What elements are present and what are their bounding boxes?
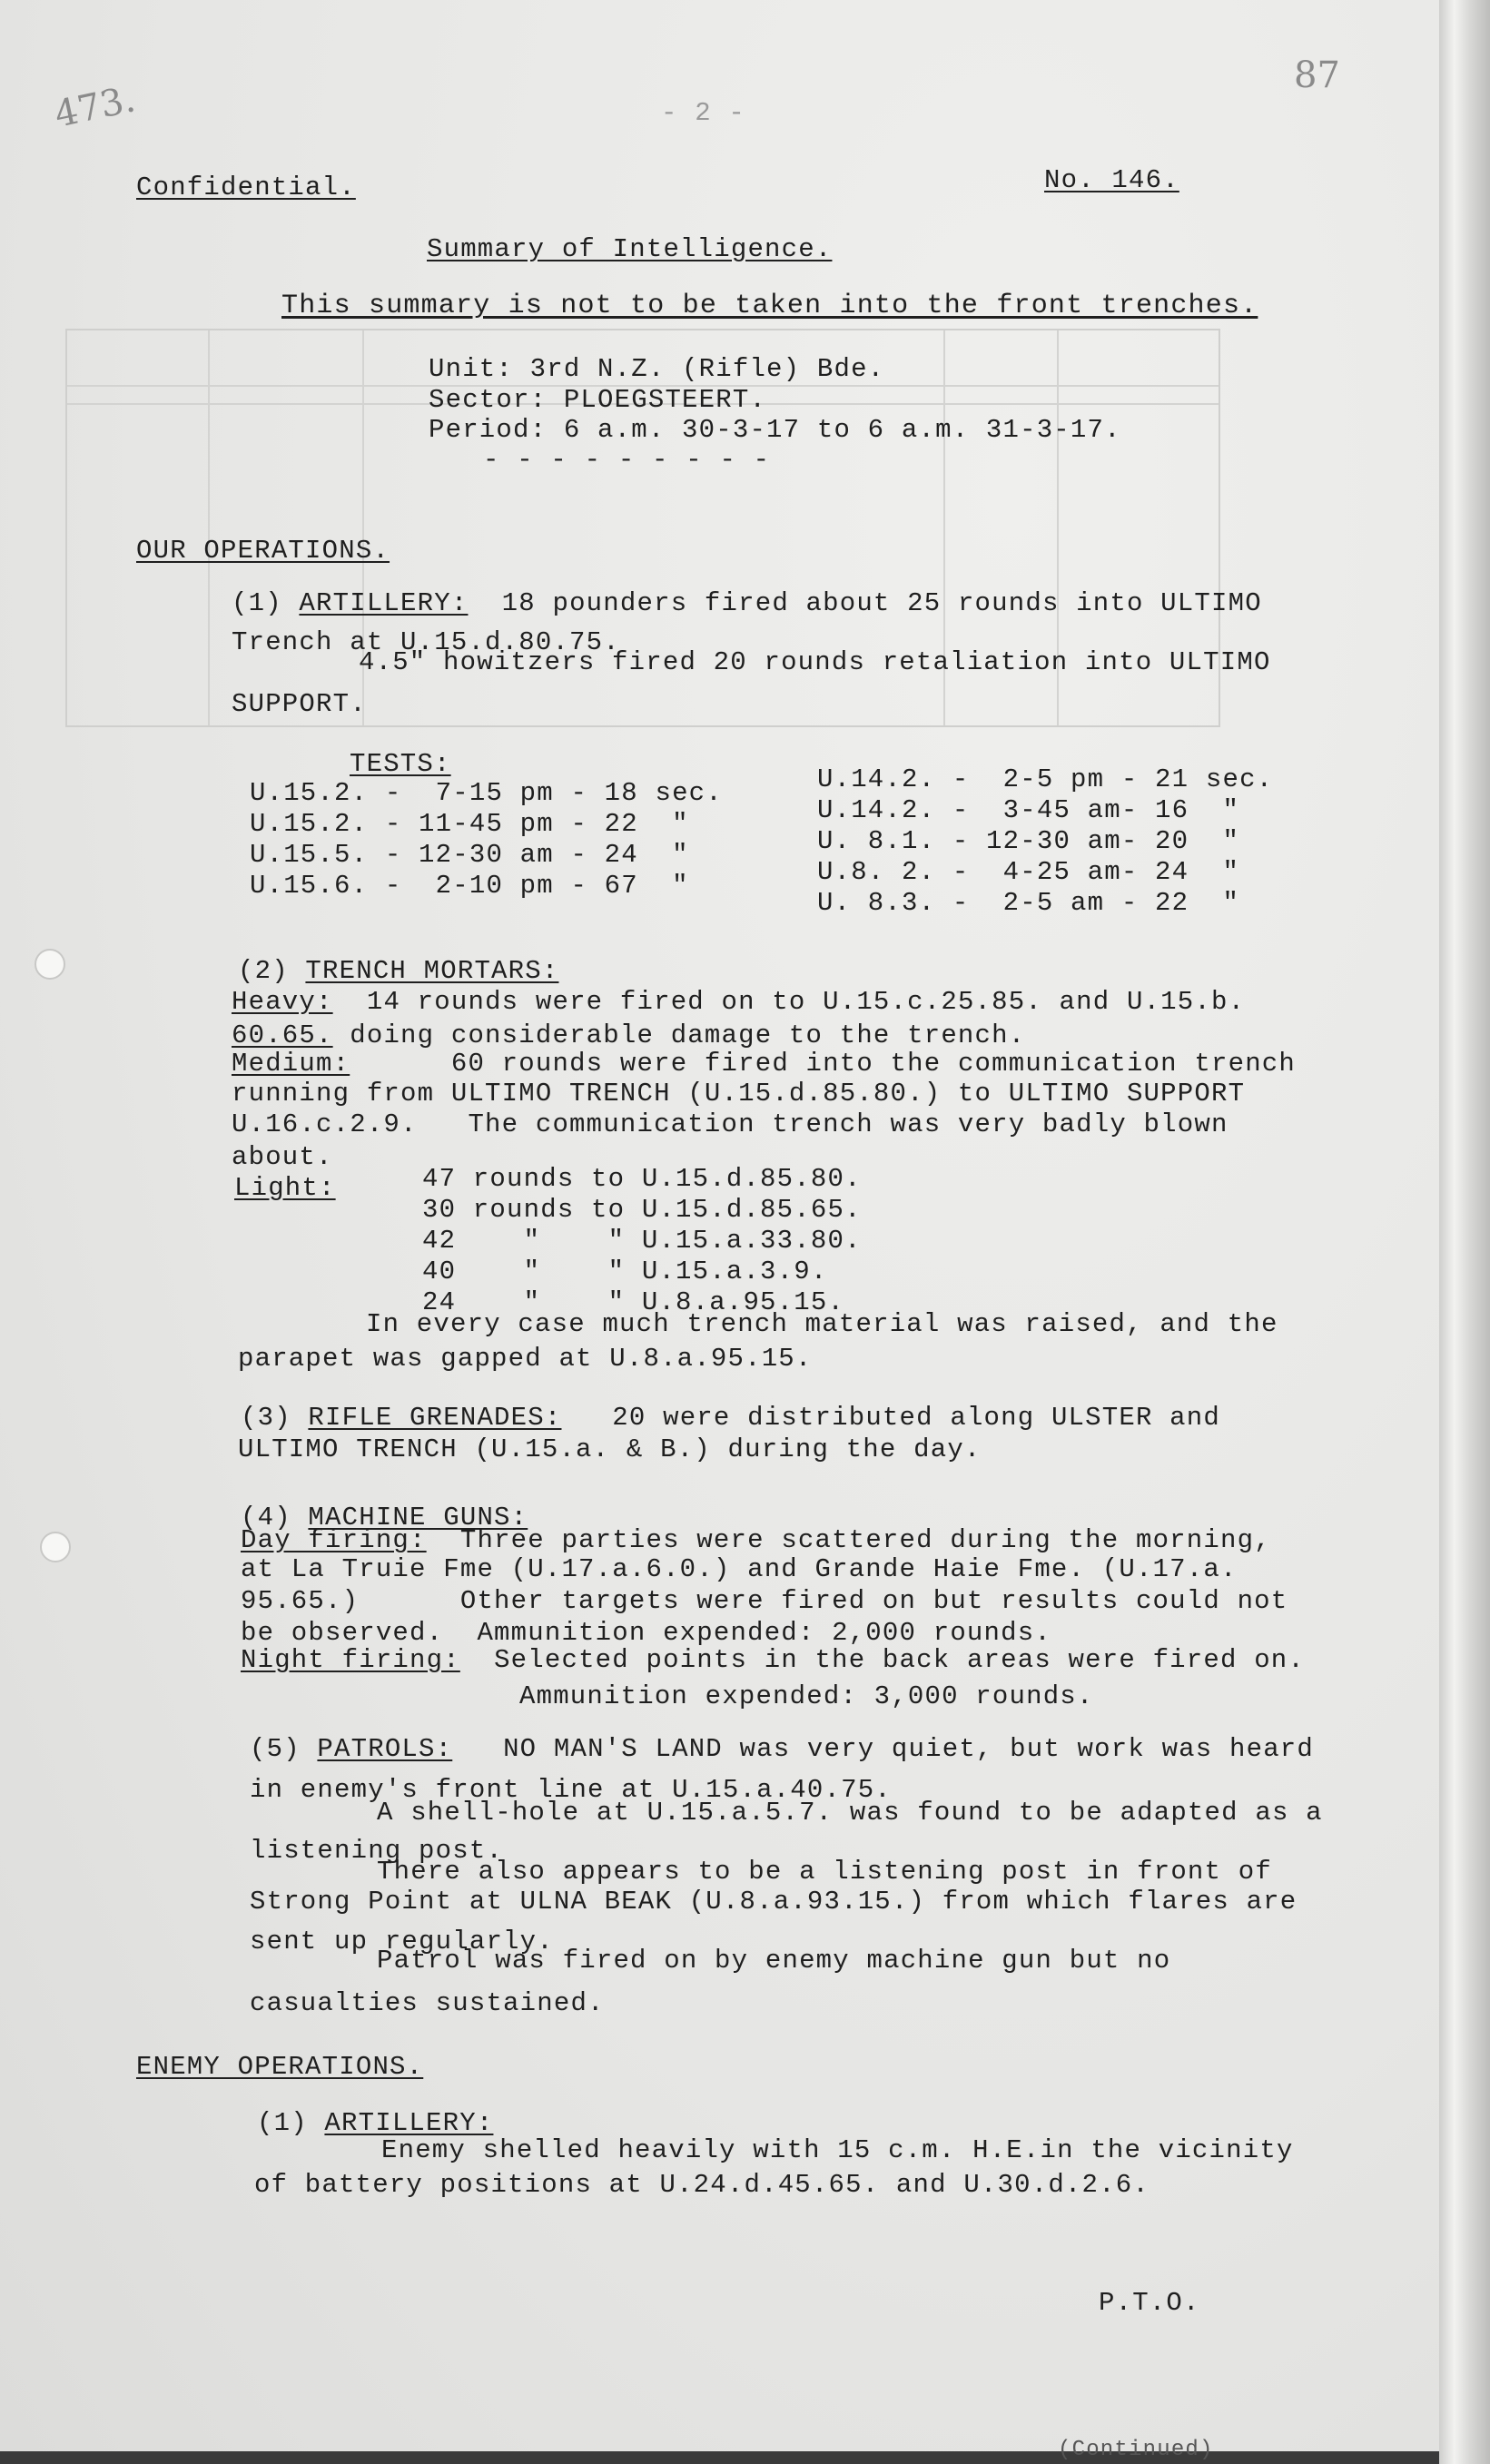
test-row: U. 8.1. - 12-30 am- 20 " [817, 826, 1240, 856]
medium-text-1: 60 rounds were fired into the communication trench [450, 1049, 1297, 1079]
medium-label: Medium: [232, 1049, 350, 1079]
patrols-line-6: Strong Point at ULNA BEAK (U.8.a.93.15.) from which flares are [250, 1887, 1298, 1917]
enemy-operations-heading: ENEMY OPERATIONS. [136, 2052, 424, 2082]
enemy-artillery-line-2: of battery positions at U.24.d.45.65. and U.30.d.2.6. [254, 2170, 1150, 2200]
mortar-summary-2: parapet was gapped at U.8.a.95.15. [238, 1344, 813, 1374]
trench-mortars-heading [238, 956, 558, 986]
medium-line-4: about. [232, 1142, 333, 1172]
heavy-text-1: 14 rounds were fired on to U.15.c.25.85. and U.15.b. [366, 987, 1246, 1017]
rifle-grenades-line-1 [241, 1403, 1220, 1433]
light-row: 30 rounds to U.15.d.85.65. [422, 1195, 862, 1225]
light-row: 42 " " U.15.a.33.80. [422, 1226, 862, 1256]
page-number-mark: 87 [1294, 54, 1340, 96]
light-label: Light: [234, 1173, 336, 1203]
heavy-text-2: doing considerable damage to the trench. [350, 1020, 1026, 1050]
light-row: 24 " " U.8.a.95.15. [422, 1287, 845, 1317]
patrols-line-8: Patrol was fired on by enemy machine gun but no [377, 1946, 1171, 1976]
unit-line: Unit: 3rd N.Z. (Rifle) Bde. [429, 354, 885, 384]
artillery-line-3: 4.5" howitzers fired 20 rounds retaliation into ULTIMO [359, 647, 1271, 677]
test-row: U.8. 2. - 4-25 am- 24 " [817, 857, 1240, 887]
patrols-line-3: A shell-hole at U.15.a.5.7. was found to be adapted as a [377, 1798, 1323, 1828]
enemy-artillery-line-1: Enemy shelled heavily with 15 c.m. H.E.in the vicinity [381, 2135, 1294, 2165]
enemy-artillery-num: (1) [257, 2108, 308, 2138]
artillery-line-2: Trench at U.15.d.80.75. [232, 627, 620, 657]
day-firing-line-3: 95.65.) Other targets were fired on but results could not [241, 1586, 1288, 1616]
pto-mark: P.T.O. [1099, 2288, 1200, 2318]
artillery-line-1 [232, 588, 1262, 618]
patrols-line-2: in enemy's front line at U.15.a.40.75. [250, 1775, 892, 1805]
light-row: 47 rounds to U.15.d.85.80. [422, 1164, 862, 1194]
continued-mark: (Continued) [1058, 2438, 1214, 2462]
patrols-line-1 [250, 1734, 1314, 1764]
artillery-line-4: SUPPORT. [232, 689, 367, 719]
test-row: U.15.6. - 2-10 pm - 67 " [250, 871, 689, 901]
heavy-label: Heavy: [232, 987, 333, 1017]
rifle-grenades-label: RIFLE GRENADES: [308, 1403, 562, 1433]
heavy-ref: 60.65. [232, 1020, 333, 1050]
enemy-artillery-heading [257, 2108, 493, 2138]
day-firing-line-1 [241, 1525, 1271, 1555]
artillery-num: (1) [232, 588, 282, 618]
period-line: Period: 6 a.m. 30-3-17 to 6 a.m. 31-3-17. [429, 415, 1121, 445]
test-row: U.14.2. - 3-45 am- 16 " [817, 795, 1240, 825]
night-firing-text-1: Selected points in the back areas were fired on. [494, 1645, 1305, 1675]
sector-line: Sector: PLOEGSTEERT. [429, 385, 767, 415]
medium-line-1 [232, 1049, 1296, 1079]
patrols-text-1: NO MAN'S LAND was very quiet, but work was heard [503, 1734, 1314, 1764]
test-row: U.15.2. - 7-15 pm - 18 sec. [250, 778, 723, 808]
rifle-grenades-text-1: 20 were distributed along ULSTER and [612, 1403, 1220, 1433]
punch-hole-bottom [40, 1532, 71, 1562]
night-firing-line-2: Ammunition expended: 3,000 rounds. [519, 1681, 1094, 1711]
night-firing-line-1 [241, 1645, 1305, 1675]
mortar-summary-1: In every case much trench material was raised, and the [366, 1309, 1278, 1339]
patrols-line-7: sent up regularly. [250, 1927, 554, 1956]
trench-mortars-label: TRENCH MORTARS: [305, 956, 559, 986]
test-row: U. 8.3. - 2-5 am - 22 " [817, 888, 1240, 918]
our-operations-heading: OUR OPERATIONS. [136, 536, 390, 566]
confidential-label: Confidential. [136, 172, 356, 202]
patrols-num: (5) [250, 1734, 301, 1764]
rifle-grenades-num: (3) [241, 1403, 291, 1433]
rifle-grenades-line-2: ULTIMO TRENCH (U.15.a. & B.) during the day. [238, 1434, 982, 1464]
patrols-line-4: listening post. [250, 1836, 504, 1866]
day-firing-line-4: be observed. Ammunition expended: 2,000 rounds. [241, 1618, 1051, 1648]
light-row: 40 " " U.15.a.3.9. [422, 1257, 828, 1286]
page-dash: - 2 - [661, 98, 746, 128]
report-number: No. 146. [1044, 165, 1179, 195]
medium-line-2: running from ULTIMO TRENCH (U.15.d.85.80.) to ULTIMO SUPPORT [232, 1079, 1246, 1109]
enemy-artillery-label: ARTILLERY: [324, 2108, 494, 2138]
test-row: U.14.2. - 2-5 pm - 21 sec. [817, 764, 1274, 794]
punch-hole-top [35, 949, 65, 980]
tests-label: TESTS: [350, 749, 451, 779]
day-firing-text-1: Three parties were scattered during the morning, [459, 1525, 1271, 1555]
artillery-text-1: 18 pounders fired about 25 rounds into ULTIMO [501, 588, 1262, 618]
day-firing-label: Day firing: [241, 1525, 427, 1555]
patrols-line-5: There also appears to be a listening post in front of [377, 1857, 1272, 1887]
medium-line-3: U.16.c.2.9. The communication trench was very badly blown [232, 1109, 1229, 1139]
trench-mortars-num: (2) [238, 956, 289, 986]
artillery-label: ARTILLERY: [299, 588, 469, 618]
day-firing-line-2: at La Truie Fme (U.17.a.6.0.) and Grande Haie Fme. (U.17.a. [241, 1554, 1238, 1584]
machine-guns-num: (4) [241, 1503, 291, 1533]
handling-warning: This summary is not to be taken into the front trenches. [281, 291, 1258, 321]
paper-edge [1439, 0, 1490, 2464]
reference-number-mark: 473. [51, 78, 139, 136]
patrols-line-9: casualties sustained. [250, 1988, 605, 2018]
test-row: U.15.2. - 11-45 pm - 22 " [250, 809, 689, 839]
heavy-line-1 [232, 987, 1245, 1017]
machine-guns-label: MACHINE GUNS: [308, 1503, 528, 1533]
test-row: U.15.5. - 12-30 am - 24 " [250, 840, 689, 870]
patrols-label: PATROLS: [317, 1734, 453, 1764]
unit-divider: - - - - - - - - - [483, 445, 771, 475]
heavy-line-2 [232, 1020, 1025, 1050]
night-firing-label: Night firing: [241, 1645, 460, 1675]
document-title: Summary of Intelligence. [427, 234, 833, 264]
